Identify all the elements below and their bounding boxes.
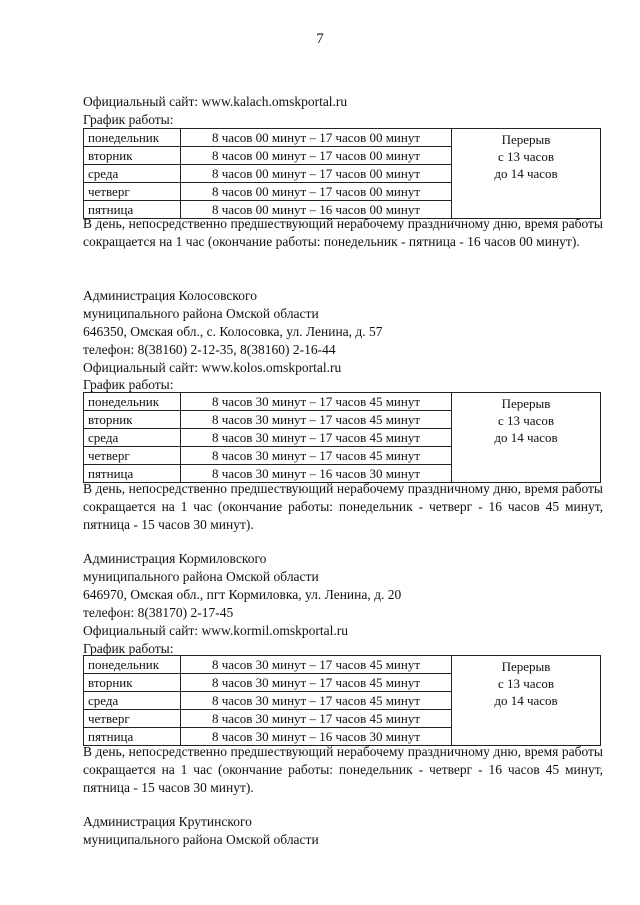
break-cell	[452, 393, 601, 483]
day-cell: понедельник	[84, 656, 181, 674]
hours-cell: 8 часов 30 минут – 17 часов 45 минут	[181, 674, 452, 692]
title-krutinsky: Администрация Крутинского	[83, 814, 252, 829]
subtitle-kormilovsky: муниципального района Омской области	[83, 569, 319, 584]
address-kolosovsky: 646350, Омская обл., с. Колосовка, ул. Ленина, д. 57	[83, 324, 383, 339]
day-cell: пятница	[84, 465, 181, 483]
hours-cell: 8 часов 30 минут – 16 часов 30 минут	[181, 465, 452, 483]
day-cell: среда	[84, 165, 181, 183]
hours-cell: 8 часов 30 минут – 17 часов 45 минут	[181, 411, 452, 429]
day-cell: четверг	[84, 447, 181, 465]
break-line: до 14 часов	[494, 430, 558, 445]
break-line: до 14 часов	[494, 166, 558, 181]
schedule-label-kormilovsky: График работы:	[83, 641, 174, 656]
note-kalach: В день, непосредственно предшествующий нерабочему праздничному дню, время работы сокращается на 1 час (окончание работы: понедельник - пятница - 16 часов 00 минут).	[83, 216, 603, 249]
day-cell: четверг	[84, 710, 181, 728]
hours-cell: 8 часов 30 минут – 17 часов 45 минут	[181, 393, 452, 411]
hours-cell: 8 часов 00 минут – 17 часов 00 минут	[181, 183, 452, 201]
table-row	[84, 129, 601, 147]
table-row	[84, 656, 601, 674]
hours-cell: 8 часов 30 минут – 17 часов 45 минут	[181, 429, 452, 447]
day-cell: вторник	[84, 674, 181, 692]
hours-cell: 8 часов 30 минут – 17 часов 45 минут	[181, 710, 452, 728]
day-cell: понедельник	[84, 129, 181, 147]
hours-cell: 8 часов 30 минут – 17 часов 45 минут	[181, 656, 452, 674]
day-cell: четверг	[84, 183, 181, 201]
break-line: Перерыв	[501, 659, 551, 674]
hours-cell: 8 часов 30 минут – 17 часов 45 минут	[181, 447, 452, 465]
table-row	[84, 393, 601, 411]
phone-kolosovsky: телефон: 8(38160) 2-12-35, 8(38160) 2-16-44	[83, 342, 336, 357]
day-cell: вторник	[84, 147, 181, 165]
title-kolosovsky: Администрация Колосовского	[83, 288, 257, 303]
schedule-table-kolosovsky	[83, 392, 601, 483]
break-line: до 14 часов	[494, 693, 558, 708]
day-cell: вторник	[84, 411, 181, 429]
day-cell: понедельник	[84, 393, 181, 411]
website-kormilovsky: Официальный сайт: www.kormil.omskportal.ru	[83, 623, 348, 638]
subtitle-krutinsky: муниципального района Омской области	[83, 832, 319, 847]
day-cell: пятница	[84, 201, 181, 219]
address-kormilovsky: 646970, Омская обл., пгт Кормиловка, ул. Ленина, д. 20	[83, 587, 402, 602]
hours-cell: 8 часов 00 минут – 17 часов 00 минут	[181, 165, 452, 183]
note-kormilovsky: В день, непосредственно предшествующий нерабочему праздничному дню, время работы сокращается на 1 час (окончание работы: понедельник - четверг - 16 часов 45 минут, пятница - 15 часов 30 минут).	[83, 744, 603, 795]
hours-cell: 8 часов 30 минут – 17 часов 45 минут	[181, 692, 452, 710]
page-number: 7	[316, 31, 324, 47]
day-cell: среда	[84, 429, 181, 447]
title-kormilovsky: Администрация Кормиловского	[83, 551, 267, 566]
break-line: Перерыв	[501, 396, 551, 411]
schedule-table-kalach	[83, 128, 601, 219]
break-line: с 13 часов	[498, 149, 554, 164]
hours-cell: 8 часов 00 минут – 17 часов 00 минут	[181, 147, 452, 165]
break-cell	[452, 129, 601, 219]
phone-kormilovsky: телефон: 8(38170) 2-17-45	[83, 605, 234, 620]
note-kolosovsky: В день, непосредственно предшествующий нерабочему праздничному дню, время работы сокращается на 1 час (окончание работы: понедельник - четверг - 16 часов 45 минут, пятница - 15 часов 30 минут).	[83, 481, 603, 532]
day-cell: среда	[84, 692, 181, 710]
day-cell: пятница	[84, 728, 181, 746]
hours-cell: 8 часов 00 минут – 17 часов 00 минут	[181, 129, 452, 147]
website-kolosovsky: Официальный сайт: www.kolos.omskportal.ru	[83, 360, 342, 375]
schedule-label-kolosovsky: График работы:	[83, 377, 174, 392]
hours-cell: 8 часов 30 минут – 16 часов 30 минут	[181, 728, 452, 746]
subtitle-kolosovsky: муниципального района Омской области	[83, 306, 319, 321]
hours-cell: 8 часов 00 минут – 16 часов 00 минут	[181, 201, 452, 219]
schedule-label-kalach: График работы:	[83, 112, 174, 127]
break-line: с 13 часов	[498, 676, 554, 691]
break-line: с 13 часов	[498, 413, 554, 428]
break-line: Перерыв	[501, 132, 551, 147]
schedule-table-kormilovsky	[83, 655, 601, 746]
break-cell	[452, 656, 601, 746]
website-kalach: Официальный сайт: www.kalach.omskportal.ru	[83, 94, 348, 109]
